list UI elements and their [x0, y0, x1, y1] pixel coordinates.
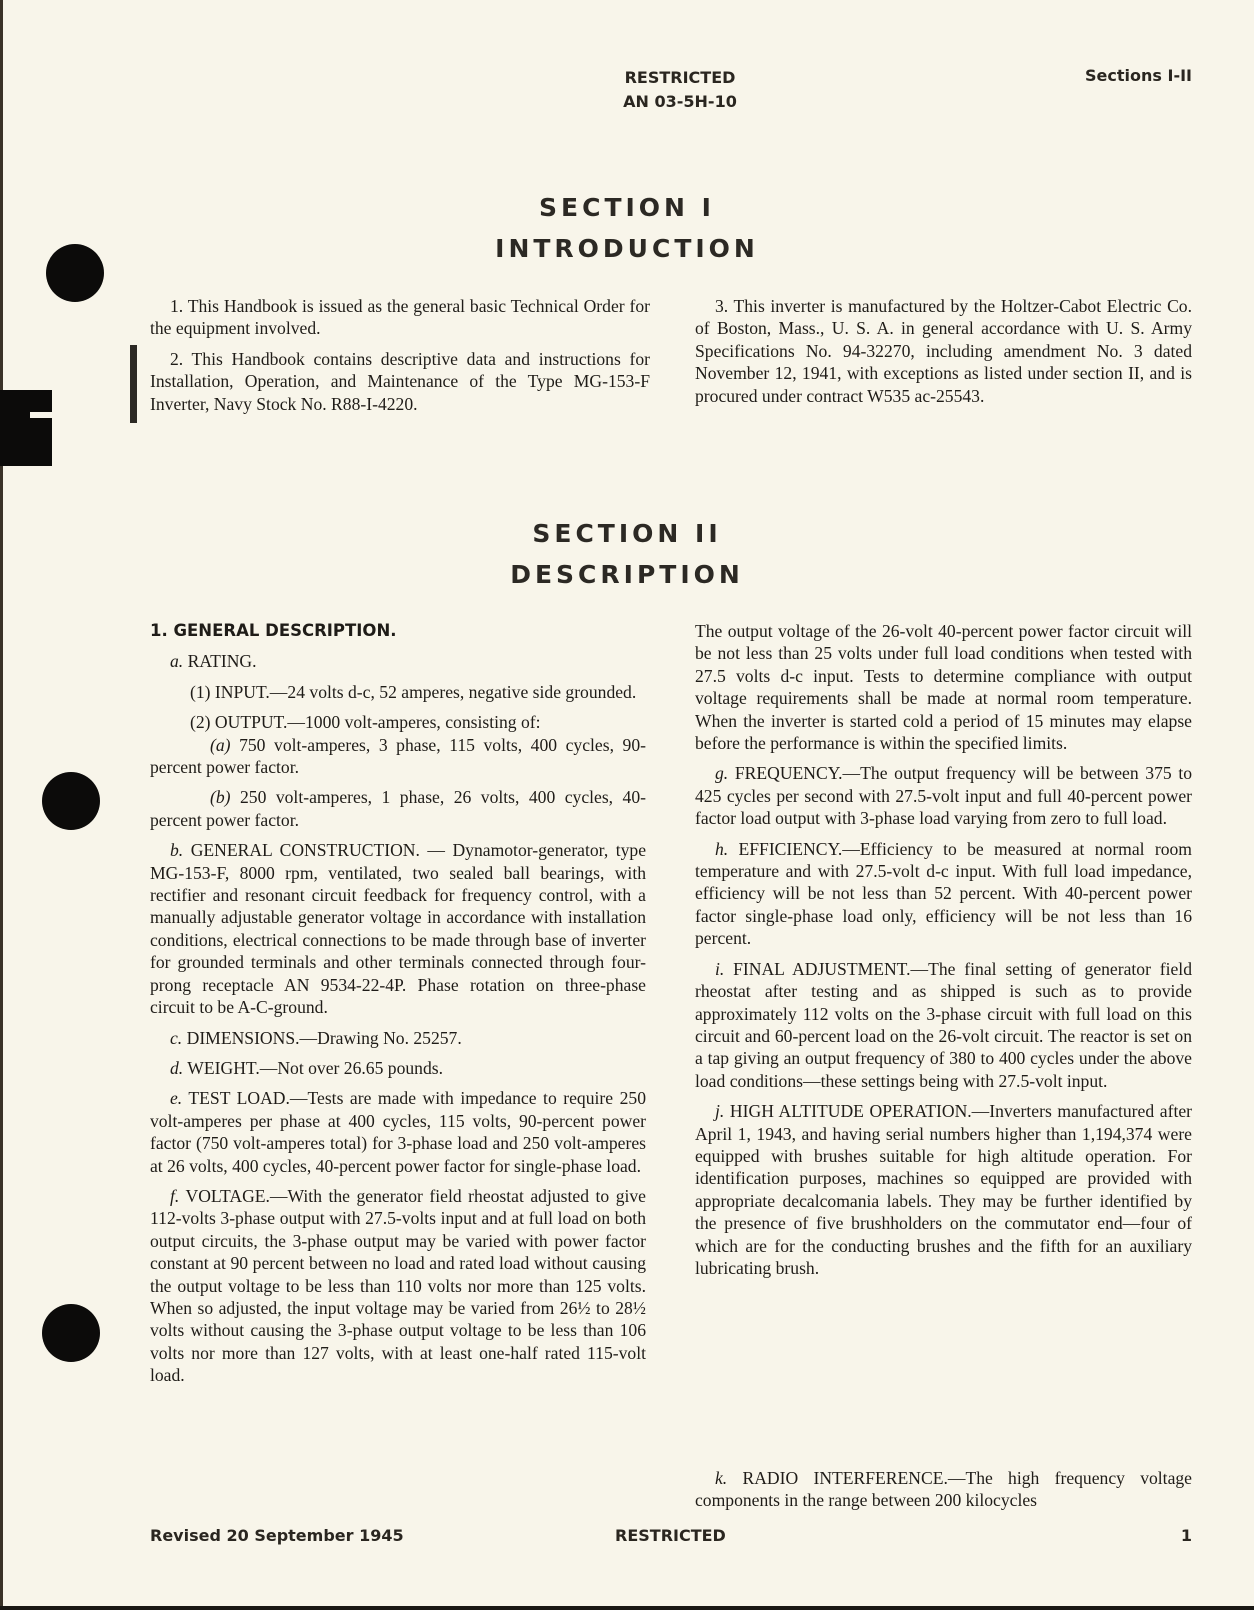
classification-label: RESTRICTED [624, 68, 736, 87]
section2-left-column [150, 620, 646, 1395]
rating-output-a: (a) 750 volt-amperes, 3 phase, 115 volts, 400 cycles, 90-percent power factor. [150, 734, 646, 778]
document-number: AN 03-5H-10 [623, 92, 737, 111]
section1-right-column [695, 295, 1192, 415]
footer-revised-date: Revised 20 September 1945 [150, 1526, 404, 1545]
voltage-continued: The output voltage of the 26-volt 40-percent power factor circuit will be not less than 25 volts under full load conditions when tested with 27.5 volts d-c input. Tests to determine compliance with output voltage requirements shall be made at normal room temperature. When the inverter is started cold a period of 15 minutes may elapse before the performance is within the specified limits. [695, 621, 1192, 754]
intro-paragraph-2: 2. This Handbook contains descriptive data and instructions for Installation, Operation, and Maintenance of the Type MG-153-F Inverter, Navy Stock No. R88-I-4220. [150, 348, 650, 414]
rating-output-b: (b) 250 volt-amperes, 1 phase, 26 volts, 400 cycles, 40-percent power factor. [150, 787, 646, 830]
item-test-load: e. TEST LOAD.—Tests are made with impedance to require 250 volt-amperes per phase at 400 cycles, 115 volts, 90-percent power factor (750 volt-amperes total) for 3-phase load and 250 volt-amperes at 26 volts, 400 cycles, 40-percent power factor for single-phase load. [150, 1088, 646, 1176]
page-edge-bottom [0, 1606, 1254, 1610]
rating-output: (2) OUTPUT.—1000 volt-amperes, consisting of: [190, 712, 541, 733]
intro-paragraph-1: 1. This Handbook is issued as the general basic Technical Order for the equipment involved. [150, 296, 650, 339]
section1-left-column [150, 295, 650, 423]
item-general-construction: b. GENERAL CONSTRUCTION. — Dynamotor-generator, type MG-153-F, 8000 rpm, ventilated, two sealed ball bearings, with rectifier and resonant circuit feedback for frequency control, with a manually adjustable generator voltage in accordance with installation conditions, electrical connections to be made through base of inverter for grounded terminals and other terminals connected through four-prong receptacle AN 9534-22-4P. Phase rotation on three-phase circuit to be A-C-ground. [150, 840, 646, 1018]
item-frequency: g. FREQUENCY.—The output frequency will be between 375 to 425 cycles per second with 27.5-volt input and full 40-percent power factor load output with 3-phase load varying from zero to full load. [695, 763, 1192, 829]
section2-title: DESCRIPTION [510, 560, 744, 589]
rating-heading: a. RATING. [170, 651, 257, 672]
item-high-altitude-operation: j. HIGH ALTITUDE OPERATION.—Inverters manufactured after April 1, 1943, and having serial numbers higher than 1,194,374 were equipped with brushes suitable for high altitude operation. For identification purposes, machines so equipped are provided with appropriate decalcomania labels. They may be further identified by the presence of five brushholders on the commutator end—four of which are for the conducting brushes and the fifth for an auxiliary lubricating brush. [695, 1101, 1192, 1278]
item-final-adjustment: i. FINAL ADJUSTMENT.—The final setting of generator field rheostat after testing and as shipped is such as to provide approximately 112 volts on the 3-phase circuit with full load on this circuit and 60-percent load on the 26-volt circuit. The reactor is set on a tap giving an output frequency of 380 to 400 cycles under the above load conditions—these settings being with 27.5-volt input. [695, 958, 1192, 1091]
page-header [560, 66, 800, 114]
footer-classification: RESTRICTED [615, 1526, 726, 1545]
section2-number: SECTION II [532, 519, 722, 548]
item-efficiency: h. EFFICIENCY.—Efficiency to be measured at normal room temperature and with 27.5-volt d-c input. With full load impedance, efficiency will be not less than 52 percent. With 40-percent power factor single-phase load only, efficiency will be not less than 16 percent. [695, 838, 1192, 949]
item-dimensions: c. DIMENSIONS.—Drawing No. 25257. [170, 1027, 462, 1048]
section2-right-column [695, 620, 1192, 1287]
sections-label: Sections I-II [1085, 66, 1192, 85]
item-radio-interference: k. RADIO INTERFERENCE.—The high frequency voltage components in the range between 200 kilocycles [695, 1468, 1192, 1511]
rating-input: (1) INPUT.—24 volts d-c, 52 amperes, negative side grounded. [190, 681, 637, 702]
punch-hole-middle [42, 772, 100, 830]
item-weight: d. WEIGHT.—Not over 26.65 pounds. [170, 1057, 444, 1078]
change-bar [130, 345, 137, 423]
item-voltage: f. VOLTAGE.—With the generator field rheostat adjusted to give 112-volts 3-phase output with 27.5-volts input and at full load on both output circuits, the 3-phase output may be varied with power factor constant at 90 percent between no load and rated load without causing the output voltage to be less than 110 volts nor more than 125 volts. When so adjusted, the input voltage may be varied from 26½ to 28½ volts without causing the 3-phase output voltage to be less than 106 volts nor more than 127 volts, with at least one-half rated 115-volt load. [150, 1185, 646, 1386]
section1-title: INTRODUCTION [495, 234, 759, 263]
thumb-tab-mark [0, 390, 52, 466]
page-number: 1 [1180, 1526, 1192, 1545]
section2-right-column-bottom [695, 1467, 1192, 1520]
intro-paragraph-3: 3. This inverter is manufactured by the Holtzer-Cabot Electric Co. of Boston, Mass., U. S. A. in general accordance with U. S. Army Specifications No. 94-32270, including amendment No. 3 dated November 12, 1941, with exceptions as listed under section II, and is procured under contract W535 ac-25543. [695, 296, 1192, 406]
punch-hole-bottom [42, 1304, 100, 1362]
section1-number: SECTION I [539, 193, 715, 222]
general-description-heading: 1. GENERAL DESCRIPTION. [150, 621, 397, 640]
